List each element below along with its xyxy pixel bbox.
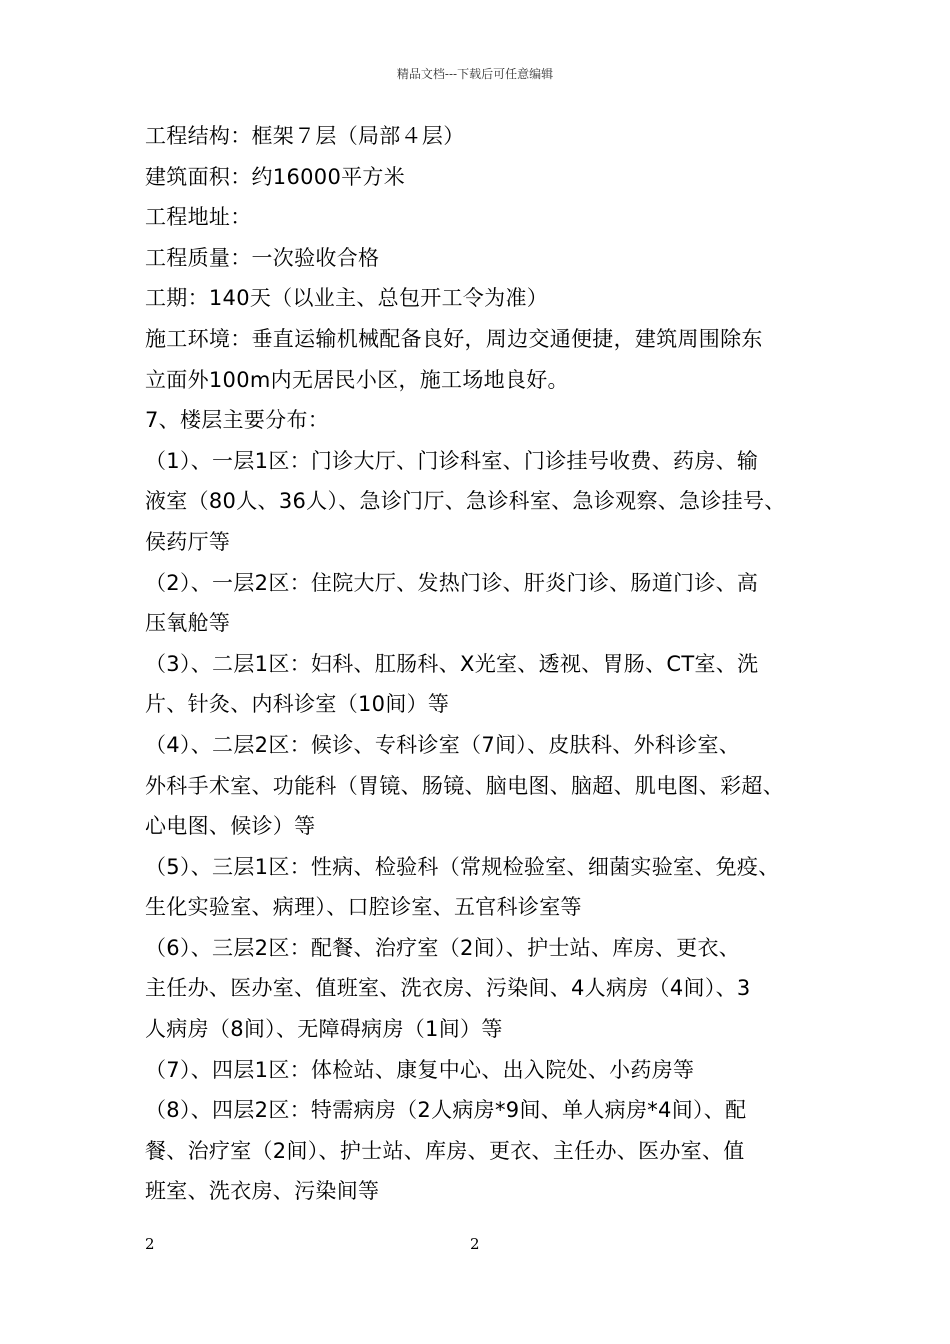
list-item-3: （3）、二层1区：妇科、肛肠科、X光室、透视、胃肠、CT室、洗 bbox=[145, 651, 759, 676]
list-item-6: （6）、三层2区：配餐、治疗室（2间）、护士站、库房、更衣、 bbox=[145, 935, 741, 960]
text-line-project-quality: 工程质量：一次验收合格 bbox=[145, 245, 380, 270]
list-item-7: （7）、四层1区：体检站、康复中心、出入院处、小药房等 bbox=[145, 1057, 695, 1082]
text-line-project-address: 工程地址： bbox=[145, 205, 252, 230]
list-item-1-cont: 侯药厅等 bbox=[145, 529, 231, 554]
list-item-5-cont: 生化实验室、病理）、口腔诊室、五官科诊室等 bbox=[145, 895, 582, 920]
list-item-4-cont: 外科手术室、功能科（胃镜、肠镜、脑电图、脑超、肌电图、彩超、 bbox=[145, 773, 784, 798]
section-heading-floor-distribution: 7、楼层主要分布： bbox=[145, 408, 330, 433]
list-item-8: （8）、四层2区：特需病房（2人病房*9间、单人病房*4间）、配 bbox=[145, 1098, 747, 1123]
list-item-4: （4）、二层2区：候诊、专科诊室（7间）、皮肤科、外科诊室、 bbox=[145, 732, 741, 757]
list-item-1: （1）、一层1区：门诊大厅、门诊科室、门诊挂号收费、药房、输 bbox=[145, 448, 759, 473]
list-item-3-cont: 片、针灸、内科诊室（10间）等 bbox=[145, 692, 450, 717]
document-body bbox=[145, 116, 835, 1212]
list-item-2: （2）、一层2区：住院大厅、发热门诊、肝炎门诊、肠道门诊、高 bbox=[145, 570, 759, 595]
list-item-8-cont: 餐、治疗室（2间）、护士站、库房、更衣、主任办、医办室、值 bbox=[145, 1138, 745, 1163]
list-item-8-cont: 班室、洗衣房、污染间等 bbox=[145, 1179, 380, 1204]
list-item-5: （5）、三层1区：性病、检验科（常规检验室、细菌实验室、免疫、 bbox=[145, 854, 780, 879]
text-line-environment: 施工环境：垂直运输机械配备良好，周边交通便捷，建筑周围除东 bbox=[145, 326, 763, 351]
page-number-left: 2 bbox=[145, 1235, 155, 1253]
list-item-4-cont: 心电图、候诊）等 bbox=[145, 814, 316, 839]
list-item-6-cont: 主任办、医办室、值班室、洗衣房、污染间、4人病房（4间）、3 bbox=[145, 976, 751, 1001]
page-header: 精品文档---下载后可任意编辑 bbox=[396, 67, 554, 81]
text-line-project-structure: 工程结构：框架７层（局部４层） bbox=[145, 124, 465, 148]
text-line-duration: 工期：140天（以业主、总包开工令为准） bbox=[145, 286, 549, 311]
list-item-1-cont: 液室（80人、36人）、急诊门厅、急诊科室、急诊观察、急诊挂号、 bbox=[145, 489, 786, 514]
text-line-environment-cont: 立面外100m内无居民小区，施工场地良好。 bbox=[145, 367, 569, 392]
page-number-center: 2 bbox=[470, 1235, 480, 1253]
list-item-6-cont: 人病房（8间）、无障碍病房（1间）等 bbox=[145, 1017, 503, 1042]
text-line-building-area: 建筑面积：约16000平方米 bbox=[145, 164, 406, 189]
list-item-2-cont: 压氧舱等 bbox=[145, 611, 231, 636]
